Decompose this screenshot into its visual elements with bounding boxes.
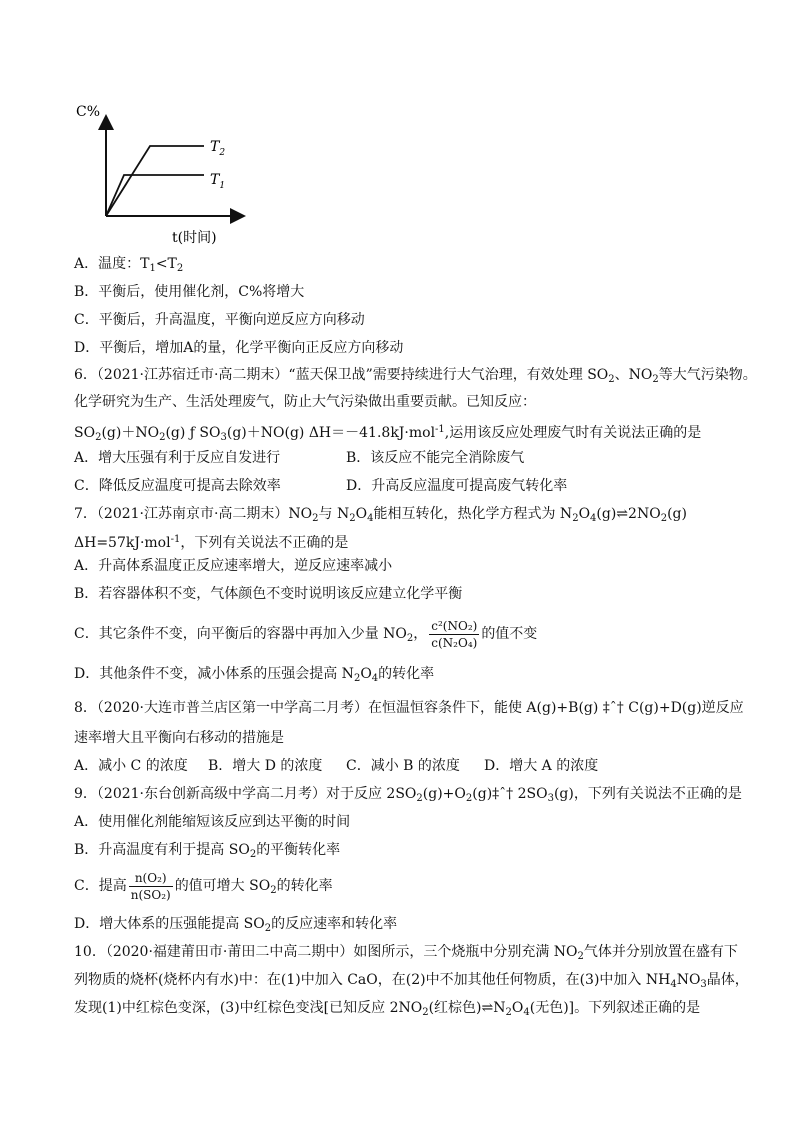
q8-option-d: D．增大 A 的浓度 [484, 758, 599, 774]
q8-stem-line2: 速率增大且平衡向右移动的措施是 [74, 730, 284, 746]
q10-stem-line3: 发现(1)中红棕色变深，(3)中红棕色变浅[已知反应 $2NO_2$(红棕色)$\rightleftharpoons N_2O_4$(无色)]。下列叙述正确的是 [74, 1000, 701, 1018]
q6-option-a: A．增大压强有利于反应自发进行 [74, 450, 281, 466]
q10-stem-line2: 列物质的烧杯(烧杯内有水)中：在(1)中加入 CaO，在(2)中不加其他任何物质，在(3)中加入 $NH_4NO_3$晶体， [74, 972, 749, 990]
q9-fraction: $\frac{\text{n(O₂)}}{\text{n(SO₂)}}$ [130, 870, 171, 902]
q5-option-d: D．平衡后，增加A的量，化学平衡向正反应方向移动 [74, 340, 404, 356]
q6-option-d: D．升高反应温度可提高废气转化率 [346, 478, 568, 494]
q7-option-d: D．其他条件不变，减小体系的压强会提高 $N_2O_4$的转化率 [74, 666, 435, 684]
q6-equation: $SO_2(g)+NO_2(g)$ ƒ $SO_3(g)+NO(g)$ ΔH＝－41.8kJ·mol$^{-1}$,运用该反应处理废气时有关说法正确的是 [74, 424, 702, 443]
x-axis-label: t(时间) [172, 230, 217, 246]
q9-stem: 9．（2021·东台创新高级中学高二月考）对于反应 $2SO_2(g)+O_2(g)\ddagger ˆ\dagger$ $2SO_3(g)$，下列有关说法不正确的是 [74, 786, 742, 804]
q8-option-a: A．减小 C 的浓度 [74, 758, 188, 774]
q10-stem-line1: 10．（2020·福建莆田市·莆田二中高二期中）如图所示，三个烧瓶中分别充满 $NO_2$气体并分别放置在盛有下 [74, 944, 738, 962]
curve-t2-label: $T_2$ [210, 139, 226, 158]
q7-fraction: $\frac{\text{c²(NO₂)}}{\text{c(N₂O₄)}}$ [431, 618, 478, 650]
q5-option-b: B．平衡后，使用催化剂，C%将增大 [74, 284, 305, 300]
concentration-time-graph [66, 96, 256, 246]
q6-stem-line2: 化学研究为生产、生活处理废气，防止大气污染做出重要贡献。已知反应： [74, 394, 536, 410]
q5-option-c: C．平衡后，升高温度，平衡向逆反应方向移动 [74, 312, 365, 328]
q8-option-b: B．增大 D 的浓度 [208, 758, 323, 774]
q9-option-a: A．使用催化剂能缩短该反应到达平衡的时间 [74, 814, 351, 830]
q5-option-a: A．温度：$T_1<T_2$ [74, 256, 184, 274]
q8-stem-line1: 8．（2020·大连市普兰店区第一中学高二月考）在恒温恒容条件下，能使 A(g)+B(g) ‡ˆ† C(g)+D(g)逆反应 [74, 700, 744, 716]
q9-option-d: D．增大体系的压强能提高 $SO_2$的反应速率和转化率 [74, 916, 398, 934]
q9-option-c: C．提高 $\frac{\text{n(O₂)}}{\text{n(SO₂)}}$ 的值可增大 $SO_2$的转化率 [74, 870, 333, 902]
q7-option-a: A．升高体系温度正反应速率增大，逆反应速率减小 [74, 558, 393, 574]
q6-option-b: B．该反应不能完全消除废气 [346, 450, 525, 466]
q8-option-c: C．减小 B 的浓度 [346, 758, 460, 774]
curve-t1 [106, 175, 204, 216]
curve-t1-label: $T_1$ [210, 172, 226, 191]
q7-stem-line2: ΔH=57kJ·mol$^{-1}$，下列有关说法不正确的是 [74, 534, 349, 551]
q7-option-c: C．其它条件不变，向平衡后的容器中再加入少量 $NO_2$， $\frac{\text{c²(NO₂)}}{\text{c(N₂O₄)}}$ 的值不变 [74, 618, 538, 650]
q9-option-b: B．升高温度有利于提高 $SO_2$的平衡转化率 [74, 842, 341, 860]
q6-stem-line1: 6．（2021·江苏宿迁市·高二期末）“蓝天保卫战”需要持续进行大气治理，有效处理 $SO_2$、$NO_2$等大气污染物。 [74, 367, 757, 385]
q7-stem-line1: 7．（2021·江苏南京市·高二期末）$NO_2$与 $N_2O_4$能相互转化，热化学方程式为 $N_2O_4(g)\rightleftharpoons 2NO_2(g)$ [74, 506, 687, 524]
q6-option-c: C．降低反应温度可提高去除效率 [74, 478, 281, 494]
q7-option-b: B．若容器体积不变，气体颜色不变时说明该反应建立化学平衡 [74, 586, 463, 602]
y-axis-label: C% [76, 104, 101, 120]
